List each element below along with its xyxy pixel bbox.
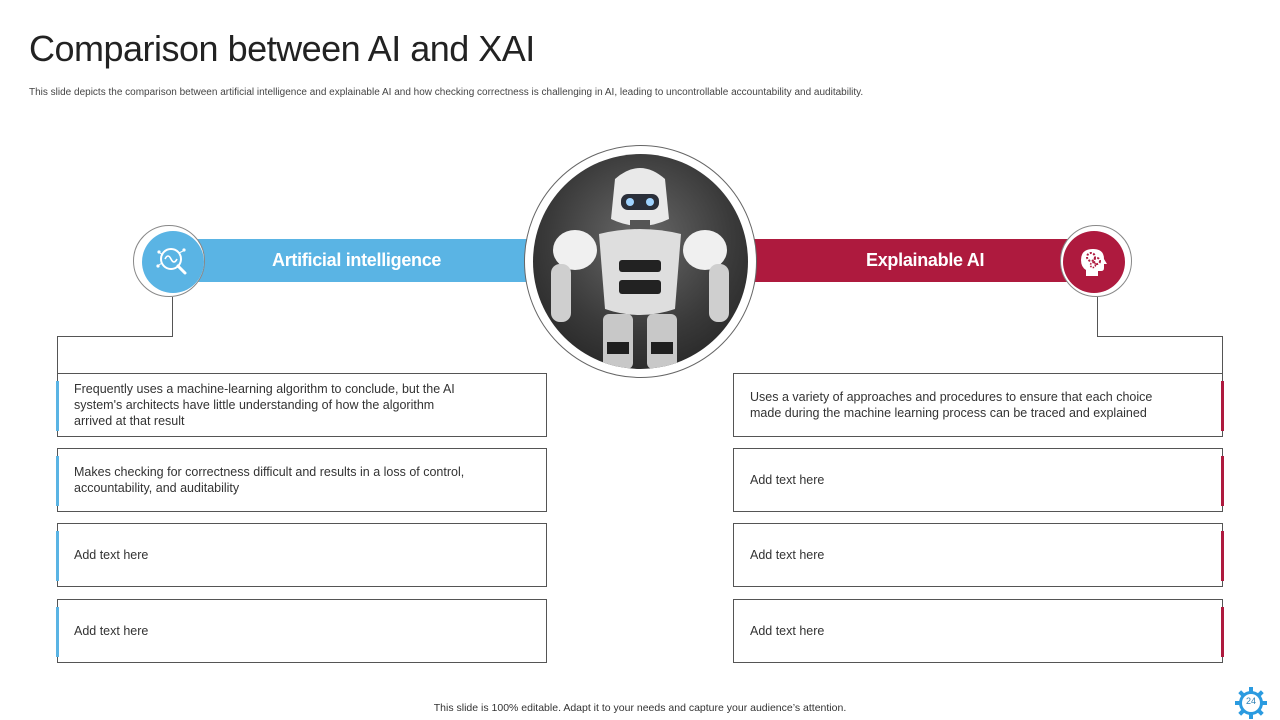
head-gears-icon [1063,231,1125,293]
xai-connector-down [1222,336,1223,374]
xai-point-text[interactable]: Add text here [750,473,825,487]
ai-accent-bar [56,456,59,506]
robot-image [533,154,748,369]
slide-subtitle: This slide depicts the comparison between artificial intelligence and explainable AI and how checking correctness is challenging in AI, leading to uncontrollable accountability and auditability. [29,87,864,98]
ai-point-box[interactable] [57,448,547,512]
xai-point-box[interactable] [733,599,1223,663]
footer-note: This slide is 100% editable. Adapt it to your needs and capture your audience’s attention. [433,702,847,714]
ai-point-text[interactable]: Makes checking for correctness difficult and results in a loss of control, accountability, and auditability [74,465,465,495]
xai-connector-vertical [1097,297,1098,337]
xai-point-box[interactable] [733,448,1223,512]
xai-point-box[interactable] [733,523,1223,587]
xai-label: Explainable AI [866,250,985,270]
ai-accent-bar [56,381,59,431]
ai-point-text[interactable]: Add text here [74,624,149,638]
xai-accent-bar [1221,531,1224,581]
ai-label: Artificial intelligence [272,250,442,270]
ai-point-box[interactable] [57,599,547,663]
ai-point-text[interactable]: Add text here [74,548,149,562]
xai-point-text[interactable]: Uses a variety of approaches and procedures to ensure that each choice made during the machine learning process can be traced and explained [750,390,1153,420]
xai-point-text[interactable]: Add text here [750,624,825,638]
xai-point-text[interactable]: Add text here [750,548,825,562]
ai-connector-vertical [172,297,173,337]
ai-accent-bar [56,531,59,581]
xai-accent-bar [1221,456,1224,506]
ai-icon-circle [133,225,205,297]
ai-connector-down [57,336,58,374]
ai-point-box[interactable] [57,523,547,587]
ai-point-text[interactable]: Frequently uses a machine-learning algorithm to conclude, but the AI system's architects have little understanding of how the algorithm arrived at that result [74,382,455,428]
xai-accent-bar [1221,381,1224,431]
xai-connector-horizontal [1097,336,1223,337]
robot-image-frame [524,145,757,378]
brain-circuit-icon [142,231,204,293]
ai-connector-horizontal [57,336,173,337]
ai-accent-bar [56,607,59,657]
xai-point-box[interactable] [733,373,1223,437]
slide-title: Comparison between AI and XAI [29,28,535,69]
page-number: 24 [1245,696,1256,706]
xai-icon-circle [1060,225,1132,297]
xai-accent-bar [1221,607,1224,657]
ai-point-box[interactable] [57,373,547,437]
